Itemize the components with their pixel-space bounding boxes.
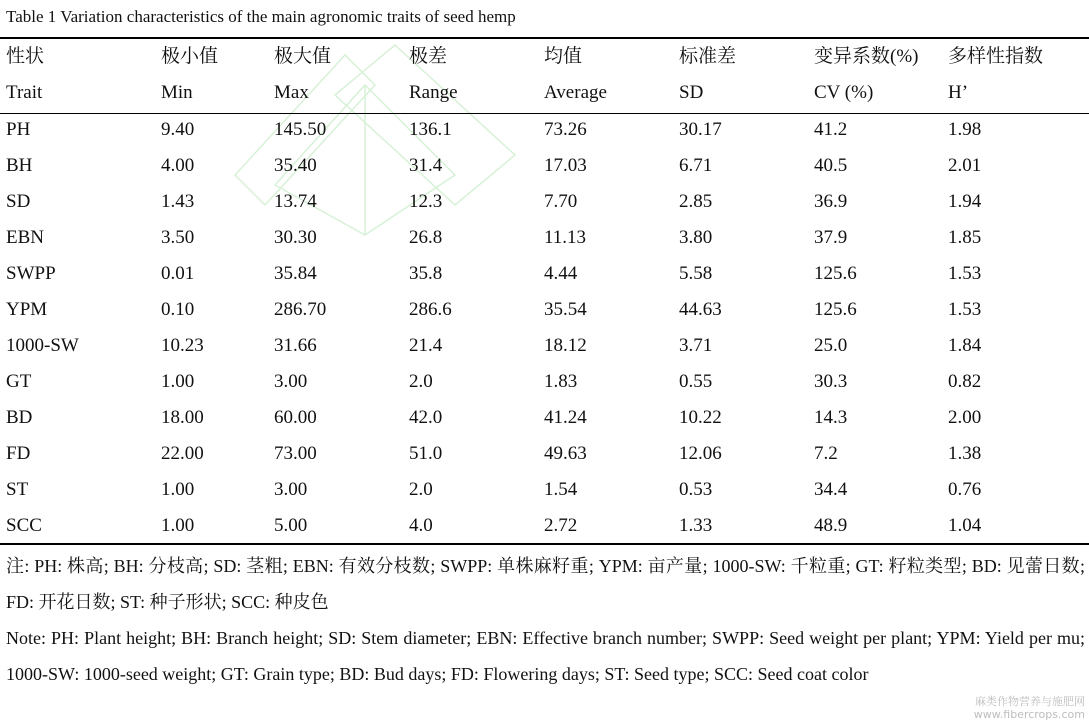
cell-range: 31.4 <box>409 155 443 176</box>
cell-average: 35.54 <box>544 299 587 320</box>
cell-min: 18.00 <box>161 407 204 428</box>
col-header-average: Average <box>544 82 607 103</box>
cell-max: 3.00 <box>274 479 308 500</box>
cell-min: 9.40 <box>161 119 195 140</box>
cell-max: 5.00 <box>274 515 308 536</box>
cell-trait: PH <box>6 119 31 140</box>
table-caption: Table 1 Variation characteristics of the main agronomic traits of seed hemp <box>6 7 516 26</box>
cell-min: 3.50 <box>161 227 195 248</box>
cell-average: 1.83 <box>544 371 578 392</box>
cell-trait: EBN <box>6 227 44 248</box>
cell-cv: 125.6 <box>814 263 857 284</box>
cell-min: 1.43 <box>161 191 195 212</box>
cell-sd: 12.06 <box>679 443 722 464</box>
cell-cv: 41.2 <box>814 119 848 140</box>
cell-sd: 44.63 <box>679 299 722 320</box>
col-header-trait-cn: 性状 <box>6 46 45 67</box>
cell-sd: 1.33 <box>679 515 713 536</box>
cell-cv: 36.9 <box>814 191 848 212</box>
cell-cv: 7.2 <box>814 443 838 464</box>
col-header-cv: CV (%) <box>814 82 874 103</box>
cell-min: 10.23 <box>161 335 204 356</box>
cell-diversity: 2.01 <box>948 155 982 176</box>
cell-diversity: 1.85 <box>948 227 982 248</box>
cell-cv: 34.4 <box>814 479 848 500</box>
cell-cv: 37.9 <box>814 227 848 248</box>
cell-min: 1.00 <box>161 515 195 536</box>
cell-min: 0.01 <box>161 263 195 284</box>
cell-diversity: 1.38 <box>948 443 982 464</box>
cell-average: 7.70 <box>544 191 578 212</box>
watermark-url: www.fibercrops.com <box>973 708 1085 721</box>
cell-cv: 25.0 <box>814 335 848 356</box>
cell-sd: 3.71 <box>679 335 713 356</box>
footnote-english: Note: PH: Plant height; BH: Branch height; SD: Stem diameter; EBN: Effective branch number; SWPP: Seed weight per plant; YPM: Yield per mu; 1000-SW: 1000-seed weight; GT: Grain type; BD: Bud days; FD: Flowering days; ST: Seed type; SCC: Seed coat color <box>6 628 1085 684</box>
cell-trait: 1000-SW <box>6 335 79 356</box>
watermark-site-name: 麻类作物营养与施肥网 <box>975 695 1085 708</box>
cell-max: 35.40 <box>274 155 317 176</box>
col-header-max-cn: 极大值 <box>274 46 332 67</box>
cell-min: 4.00 <box>161 155 195 176</box>
cell-trait: GT <box>6 371 32 392</box>
footnote-chinese: 注: PH: 株高; BH: 分枝高; SD: 茎粗; EBN: 有效分枝数; SWPP: 单株麻籽重; YPM: 亩产量; 1000-SW: 千粒重; GT: 籽粒类型; BD: 见蕾日数; FD: 开花日数; ST: 种子形状; SCC: 种皮色 <box>6 556 1085 612</box>
cell-average: 49.63 <box>544 443 587 464</box>
cell-cv: 14.3 <box>814 407 848 428</box>
cell-diversity: 1.84 <box>948 335 982 356</box>
cell-max: 31.66 <box>274 335 317 356</box>
cell-average: 17.03 <box>544 155 587 176</box>
col-header-trait: Trait <box>6 82 43 103</box>
cell-diversity: 2.00 <box>948 407 982 428</box>
cell-cv: 48.9 <box>814 515 848 536</box>
cell-sd: 6.71 <box>679 155 713 176</box>
cell-max: 3.00 <box>274 371 308 392</box>
col-header-sd-cn: 标准差 <box>679 46 737 67</box>
cell-diversity: 1.04 <box>948 515 982 536</box>
watermark-logo <box>215 35 525 245</box>
cell-max: 73.00 <box>274 443 317 464</box>
cell-sd: 0.55 <box>679 371 713 392</box>
cell-range: 21.4 <box>409 335 443 356</box>
site-watermark <box>974 695 1085 721</box>
cell-range: 51.0 <box>409 443 443 464</box>
cell-sd: 0.53 <box>679 479 713 500</box>
cell-trait: BD <box>6 407 33 428</box>
col-header-range: Range <box>409 82 458 103</box>
col-header-range-cn: 极差 <box>409 46 448 67</box>
cell-average: 73.26 <box>544 119 587 140</box>
cell-diversity: 1.53 <box>948 263 982 284</box>
cell-trait: SCC <box>6 515 42 536</box>
cell-max: 60.00 <box>274 407 317 428</box>
cell-range: 4.0 <box>409 515 433 536</box>
cell-range: 12.3 <box>409 191 443 212</box>
cell-diversity: 0.76 <box>948 479 982 500</box>
cell-trait: ST <box>6 479 29 500</box>
col-header-min-cn: 极小值 <box>161 46 219 67</box>
cell-cv: 125.6 <box>814 299 857 320</box>
cell-max: 286.70 <box>274 299 327 320</box>
cell-min: 22.00 <box>161 443 204 464</box>
cell-average: 11.13 <box>544 227 587 248</box>
cell-range: 286.6 <box>409 299 452 320</box>
cell-min: 1.00 <box>161 479 195 500</box>
cell-average: 4.44 <box>544 263 578 284</box>
cell-range: 26.8 <box>409 227 443 248</box>
cell-trait: SWPP <box>6 263 56 284</box>
cell-range: 2.0 <box>409 479 433 500</box>
cell-range: 136.1 <box>409 119 452 140</box>
col-header-average-cn: 均值 <box>544 46 583 67</box>
cell-trait: FD <box>6 443 31 464</box>
cell-cv: 40.5 <box>814 155 848 176</box>
cell-cv: 30.3 <box>814 371 848 392</box>
cell-sd: 30.17 <box>679 119 722 140</box>
cell-range: 2.0 <box>409 371 433 392</box>
cell-average: 1.54 <box>544 479 578 500</box>
cell-max: 30.30 <box>274 227 317 248</box>
cell-trait: SD <box>6 191 31 212</box>
cell-range: 42.0 <box>409 407 443 428</box>
cell-diversity: 1.53 <box>948 299 982 320</box>
col-header-cv-cn: 变异系数(%) <box>814 46 919 67</box>
cell-trait: YPM <box>6 299 48 320</box>
cell-max: 35.84 <box>274 263 317 284</box>
col-header-sd: SD <box>679 82 704 103</box>
col-header-max: Max <box>274 82 309 103</box>
cell-sd: 10.22 <box>679 407 722 428</box>
cell-average: 2.72 <box>544 515 578 536</box>
cell-range: 35.8 <box>409 263 443 284</box>
cell-min: 0.10 <box>161 299 195 320</box>
cell-average: 18.12 <box>544 335 587 356</box>
cell-trait: BH <box>6 155 33 176</box>
col-header-min: Min <box>161 82 193 103</box>
cell-sd: 3.80 <box>679 227 713 248</box>
col-header-diversity-cn: 多样性指数 <box>948 46 1044 67</box>
cell-diversity: 0.82 <box>948 371 982 392</box>
cell-max: 13.74 <box>274 191 317 212</box>
cell-max: 145.50 <box>274 119 327 140</box>
cell-diversity: 1.94 <box>948 191 982 212</box>
cell-sd: 5.58 <box>679 263 713 284</box>
col-header-diversity: H’ <box>948 82 969 103</box>
cell-average: 41.24 <box>544 407 587 428</box>
cell-diversity: 1.98 <box>948 119 982 140</box>
cell-sd: 2.85 <box>679 191 713 212</box>
cell-min: 1.00 <box>161 371 195 392</box>
